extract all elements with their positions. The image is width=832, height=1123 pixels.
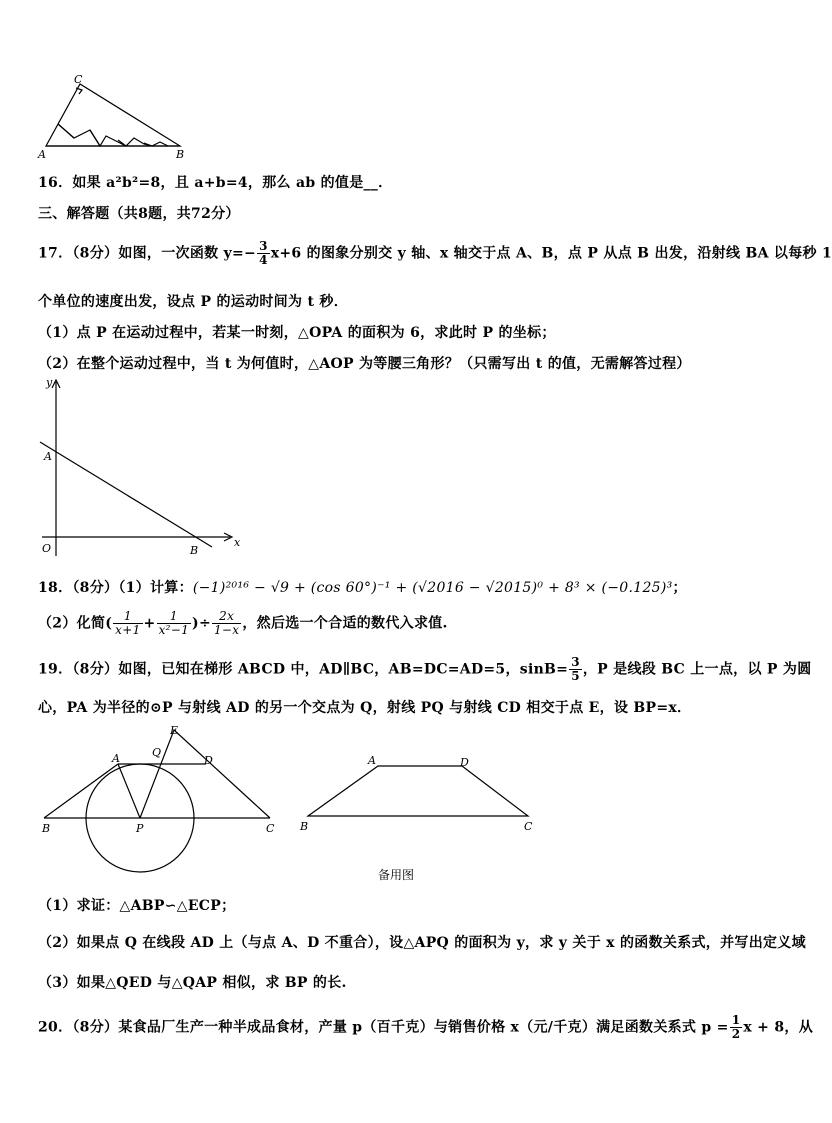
point-label-a: A	[44, 450, 52, 463]
q17-text-b: x+6 的图象分别交 y 轴、x 轴交于点 A、B，点 P 从点 B 出发，沿射线 BA 以每秒 1	[270, 245, 832, 262]
label-b: B	[176, 148, 185, 161]
question-19-part1: （1）求证：△ABP∽△ECP；	[38, 898, 236, 914]
label-d: D	[204, 754, 213, 767]
question-18-line2	[38, 610, 448, 637]
f2-num: 1	[157, 610, 191, 624]
label-c: C	[524, 820, 533, 833]
q18-simplify-a: （2）化简(	[38, 615, 113, 632]
fraction-3-5	[569, 656, 582, 683]
label-e: E	[170, 724, 179, 737]
q19-text-b: ，P 是线段 BC 上一点，以 P 为圆	[582, 661, 812, 678]
q17-graph	[34, 374, 244, 560]
label-b: B	[300, 820, 309, 833]
label-c: C	[74, 73, 83, 86]
question-19-line1	[38, 656, 812, 683]
point-label-b: B	[190, 544, 199, 557]
label-a: A	[112, 752, 120, 765]
divide-sign: )÷	[192, 615, 211, 632]
q20-text-a: 20．（8分）某食品厂生产一种半成品食材，产量 p（百千克）与销售价格 x（元/千克）满足函数关系式 p =	[38, 1019, 729, 1036]
q18-simplify-b: ，然后选一个合适的数代入求值.	[242, 615, 448, 632]
fraction-1-2	[730, 1014, 743, 1041]
question-17-part2: （2）在整个运动过程中，当 t 为何值时，△AOP 为等腰三角形？（只需写出 t 的值，无需解答过程）	[38, 356, 691, 372]
question-19-part3: （3）如果△QED 与△QAP 相似，求 BP 的长.	[38, 975, 347, 991]
frac-den: 2	[731, 1027, 741, 1041]
frac-num: 1	[731, 1013, 741, 1027]
label-d: D	[460, 756, 469, 769]
axis-label-y: y	[46, 376, 53, 389]
question-17-part1: （1）点 P 在运动过程中，若某一时刻，△OPA 的面积为 6，求此时 P 的坐标；	[38, 325, 556, 341]
axis-label-x: x	[234, 536, 241, 549]
f1-den: x+1	[115, 623, 141, 637]
f3-den: 1−x	[214, 623, 240, 637]
frac-num: 3	[571, 655, 580, 669]
label-a: A	[38, 148, 46, 161]
question-19-part2: （2）如果点 Q 在线段 AD 上（与点 A、D 不重合），设△APQ 的面积为 y，求 y 关于 x 的函数关系式，并写出定义域	[38, 935, 806, 951]
question-20-line1	[38, 1014, 813, 1041]
frac-den: 4	[259, 253, 268, 267]
q19-figure-spare	[298, 752, 548, 834]
spare-figure-caption: 备用图	[378, 868, 415, 882]
label-q: Q	[152, 746, 162, 759]
frac-num: 3	[259, 239, 268, 253]
point-label-o: O	[42, 542, 52, 555]
q19-text-a: 19．（8分）如图，已知在梯形 ABCD 中，AD∥BC，AB=DC=AD=5，sinB=	[38, 661, 569, 678]
fraction-1	[113, 610, 142, 637]
question-17-line1	[38, 240, 832, 267]
section-heading: 三、解答题（共8题，共72分）	[38, 206, 240, 222]
f3-num: 2x	[212, 610, 241, 624]
question-16: 16．如果 a²b²=8，且 a+b=4，那么 ab 的值是__．	[38, 175, 393, 191]
q18-expression: (−1)²⁰¹⁶ − √9 + (cos 60°)⁻¹ + (√2016 − √2015)⁰ + 8³ × (−0.125)³	[192, 580, 673, 596]
plus-sign: +	[143, 615, 156, 632]
label-b: B	[42, 822, 51, 835]
question-19-line2: 心，PA 为半径的⊙P 与射线 AD 的另一个交点为 Q，射线 PQ 与射线 CD 相交于点 E，设 BP=x．	[38, 700, 692, 716]
question-17-line2: 个单位的速度出发，设点 P 的运动时间为 t 秒．	[38, 294, 348, 310]
q19-figure-main	[34, 722, 284, 872]
q20-text-b: x + 8，从	[743, 1019, 814, 1036]
q17-text-a: 17．（8分）如图，一次函数 y=−	[38, 245, 257, 262]
f1-num: 1	[113, 610, 142, 624]
label-a: A	[368, 754, 376, 767]
triangle-figure	[34, 72, 194, 162]
question-18-line1	[38, 577, 687, 597]
label-p: P	[136, 822, 144, 835]
q18-text-b: ；	[672, 580, 687, 596]
label-c: C	[266, 822, 275, 835]
fraction-2	[157, 610, 191, 637]
q18-text-a: 18．（8分）（1）计算：	[38, 580, 193, 596]
frac-den: 5	[571, 669, 580, 683]
fraction-3-4	[257, 240, 270, 267]
f2-den: x²−1	[158, 623, 190, 637]
fraction-3	[212, 610, 241, 637]
